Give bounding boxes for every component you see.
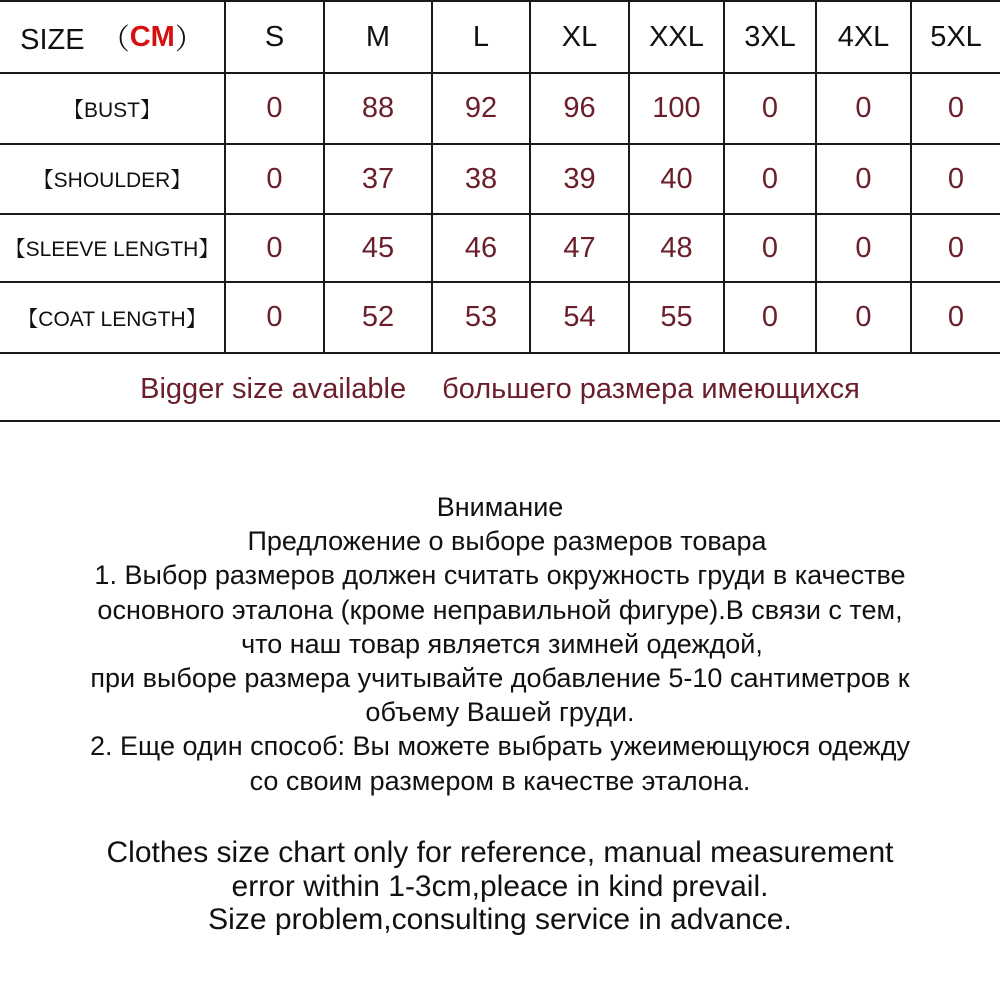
coat-value-xl: 54 bbox=[563, 301, 596, 333]
bust-value-l: 92 bbox=[464, 92, 498, 124]
row-label-shoulder: 【SHOULDER】 bbox=[32, 169, 192, 192]
bust-value-5xl: 0 bbox=[947, 92, 965, 124]
shoulder-value-4xl: 0 bbox=[855, 162, 872, 195]
bust-value-4xl: 0 bbox=[855, 92, 872, 124]
sleeve-value-m: 45 bbox=[361, 231, 395, 264]
sizing-disclaimer-english bbox=[0, 836, 1000, 937]
unit-label: CM bbox=[129, 20, 175, 53]
size-header-m: M bbox=[365, 20, 391, 53]
size-header-3xl: 3XL bbox=[744, 20, 796, 53]
disclaimer-line: Size problem,consulting service in advance. bbox=[208, 903, 792, 936]
advice-line: со своим размером в качестве эталона. bbox=[249, 765, 751, 796]
sizing-advice-russian bbox=[0, 490, 1000, 798]
advice-title: Внимание bbox=[436, 492, 564, 522]
bust-value-s: 0 bbox=[266, 92, 283, 124]
row-label-bust: 【BUST】 bbox=[62, 98, 161, 122]
sleeve-value-3xl: 0 bbox=[761, 231, 779, 264]
advice-line: объему Вашей груди. bbox=[365, 697, 635, 728]
advice-line: основного эталона (кроме неправильной фигуре).В связи с тем, bbox=[97, 594, 903, 625]
advice-line: 2. Еще один способ: Вы можете выбрать ужеимеющуюся одежду bbox=[90, 731, 910, 762]
unit-paren: ） bbox=[174, 23, 204, 56]
table-border-line bbox=[0, 352, 1000, 354]
coat-value-xxl: 55 bbox=[660, 301, 693, 333]
size-header-l: L bbox=[472, 20, 490, 53]
sleeve-value-xxl: 48 bbox=[660, 231, 693, 264]
size-header-xxl: XXL bbox=[649, 20, 704, 53]
disclaimer-line: Clothes size chart only for reference, manual measurement bbox=[106, 836, 894, 869]
row-label-coat-length: 【COAT LENGTH】 bbox=[17, 307, 207, 331]
coat-value-3xl: 0 bbox=[761, 301, 779, 333]
shoulder-value-m: 37 bbox=[361, 162, 395, 195]
size-header-s: S bbox=[264, 20, 285, 53]
row-label-sleeve-length: 【SLEEVE LENGTH】 bbox=[4, 238, 220, 261]
advice-line: что наш товар является зимней одеждой, bbox=[241, 628, 763, 659]
advice-line: при выборе размера учитывайте добавление 5-10 сантиметров к bbox=[90, 663, 910, 694]
coat-value-m: 52 bbox=[361, 301, 395, 333]
bigger-size-english: Bigger size available bbox=[140, 372, 407, 405]
size-label: SIZE （ bbox=[20, 23, 130, 56]
bigger-size-note bbox=[0, 356, 1000, 422]
shoulder-value-3xl: 0 bbox=[761, 162, 779, 195]
size-unit-header bbox=[0, 2, 224, 72]
sleeve-value-s: 0 bbox=[266, 231, 283, 264]
bust-value-3xl: 0 bbox=[761, 92, 779, 124]
bust-value-xl: 96 bbox=[563, 92, 596, 124]
size-header-4xl: 4XL bbox=[837, 20, 890, 53]
coat-value-5xl: 0 bbox=[947, 301, 965, 333]
shoulder-value-5xl: 0 bbox=[947, 162, 965, 195]
coat-value-s: 0 bbox=[266, 301, 283, 333]
bust-value-xxl: 100 bbox=[652, 92, 701, 124]
shoulder-value-s: 0 bbox=[266, 162, 283, 195]
sleeve-value-5xl: 0 bbox=[947, 231, 965, 264]
size-header-5xl: 5XL bbox=[930, 20, 982, 53]
coat-value-l: 53 bbox=[464, 301, 498, 333]
size-header-xl: XL bbox=[561, 20, 598, 53]
sleeve-value-xl: 47 bbox=[563, 231, 596, 264]
shoulder-value-xl: 39 bbox=[563, 162, 596, 195]
coat-value-4xl: 0 bbox=[855, 301, 872, 333]
disclaimer-line: error within 1-3cm,pleace in kind prevail. bbox=[231, 869, 769, 903]
sleeve-value-4xl: 0 bbox=[855, 231, 872, 264]
shoulder-value-l: 38 bbox=[464, 162, 498, 195]
bigger-size-russian: большего размера имеющихся bbox=[442, 372, 860, 405]
shoulder-value-xxl: 40 bbox=[660, 162, 693, 195]
bust-value-m: 88 bbox=[361, 92, 395, 124]
advice-subtitle: Предложение о выборе размеров товара bbox=[247, 526, 767, 557]
sleeve-value-l: 46 bbox=[464, 231, 498, 264]
advice-line: 1. Выбор размеров должен считать окружность груди в качестве bbox=[94, 560, 906, 591]
